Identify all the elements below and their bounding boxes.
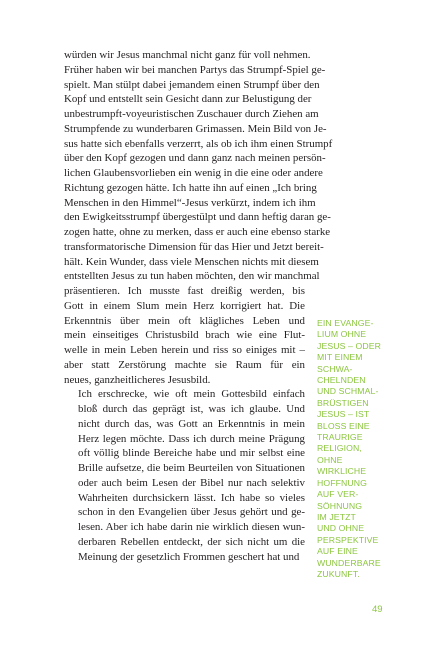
- pull-quote-line: BLOSS EINE: [317, 420, 370, 431]
- text-line: über den Kopf gezogen und dann ganz nach meinen persön-: [64, 152, 326, 165]
- text-line: Ich erschrecke, wie oft mein Gottesbild einfach: [78, 388, 305, 401]
- pull-quote-line: CHELNDEN: [317, 375, 366, 386]
- pull-quote-line: EIN EVANGE-: [317, 318, 374, 328]
- text-line: sus hatte sich ebenfalls verzerrt, als ob ich ihm einen Strumpf: [64, 137, 333, 150]
- text-line: entstellten Jesus zu tun haben möchten, den wir manchmal: [64, 270, 320, 283]
- text-line: oder auch beim Lesen der Bibel nur nach selektiv: [78, 476, 305, 489]
- pull-quote-line: LIUM OHNE: [317, 329, 367, 340]
- paragraph-2: [64, 387, 305, 564]
- text-line: derbaren Rebellen entdeckt, der sich nicht um die: [78, 535, 305, 548]
- pull-quote-line: PERSPEKTIVE: [317, 534, 379, 545]
- text-line: bloß durch das geprägt ist, was ich glaube. Und: [78, 403, 305, 415]
- text-line: Richtung gezogen hätte. Ich hatte ihn auf einen „Ich bring: [64, 181, 317, 194]
- text-line: Wahrheiten durchsickern lässt. Ich habe so vieles: [78, 491, 305, 504]
- pull-quote-line: SÖHNUNG: [317, 500, 363, 511]
- text-line: Früher haben wir bei manchen Partys das Strumpf-Spiel ge-: [64, 63, 326, 76]
- text-line: lichen Glaubensvorlieben ein wenig in die eine oder andere: [64, 167, 323, 179]
- text-line: aber statt Zerstörung machte sie Raum für ein: [64, 358, 305, 371]
- pull-quote-line: HOFFNUNG: [317, 477, 368, 488]
- text-line: unbestrumpft-voyeuristischen Zuschauer durch Ziehen am: [64, 108, 319, 120]
- pull-quote-line: JESUS – ODER: [317, 340, 381, 351]
- pull-quote-line: OHNE: [317, 454, 343, 465]
- text-line: lesen. Aber ich habe darin nie wirklich diesen wun-: [78, 521, 305, 533]
- pull-quote-line: UND OHNE: [317, 523, 365, 534]
- text-line: schon in den Evangelien über Jesus gehört und ge-: [78, 506, 305, 519]
- pull-quote-line: SCHWA-: [317, 363, 353, 374]
- page-number: 49: [372, 604, 383, 615]
- pull-quote-line: MIT EINEM: [317, 352, 363, 363]
- pull-quote-line: IM JETZT: [317, 511, 356, 522]
- text-line: Meinung der gesetzlich Frommen geschert hat und: [78, 550, 300, 563]
- pull-quote-line: BRÜSTIGEN: [317, 397, 369, 408]
- pull-quote-line: TRAURIGE: [317, 432, 363, 443]
- pull-quote-line: WUNDERBARE: [317, 557, 381, 568]
- pull-quote-line: AUF EINE: [317, 546, 358, 557]
- text-line: spielt. Man stülpt dabei jemandem einen Strumpf über den: [64, 78, 320, 91]
- pull-quote: [317, 318, 393, 580]
- text-line: präsentieren. Ich musste fast dreißig werden, bis: [64, 285, 305, 297]
- text-line: oft völlig blinde Bereiche habe und mir selbst eine: [78, 447, 305, 460]
- text-line: zogen hatte, ohne zu merken, dass er auch eine ebenso starke: [64, 226, 331, 238]
- text-line: welle in mein Leben herein und riss so einiges mit –: [64, 344, 305, 356]
- pull-quote-line: UND SCHMAL-: [317, 386, 379, 397]
- body-text: [64, 48, 333, 564]
- text-line: Brille aufsetze, die beim Beurteilen von Situationen: [78, 462, 305, 474]
- text-line: Herz legen möchte. Dass ich durch meine Prägung: [78, 432, 305, 445]
- text-line: neues, ganzheitlicheres Jesusbild.: [64, 373, 211, 386]
- text-line: transformatorische Dimension für das Hier und Jetzt bereit-: [64, 240, 324, 253]
- text-line: Erkenntnis über mein oft klägliches Leben und: [64, 314, 305, 327]
- text-line: nicht durch das, was Gott an Erkenntnis in mein: [78, 417, 305, 430]
- text-line: Menschen in den Himmel“-Jesus verkürzt, indem ich ihm: [64, 196, 316, 209]
- pull-quote-line: WIRKLICHE: [317, 466, 367, 477]
- text-line: hält. Kein Wunder, dass viele Menschen nichts mit diesem: [64, 255, 319, 268]
- text-line: Kopf und entstellt sein Gesicht dann zur Belustigung der: [64, 93, 312, 106]
- pull-quote-line: ZUKUNFT.: [317, 568, 360, 579]
- pull-quote-line: RELIGION,: [317, 443, 362, 454]
- text-line: den Ewigkeitsstrumpf übergestülpt und dann heftig daran ge-: [64, 211, 331, 224]
- pull-quote-line: AUF VER-: [317, 489, 359, 500]
- text-line: mein einseitiges Christusbild brach wie eine Flut-: [64, 329, 305, 342]
- pull-quote-line: JESUS – IST: [317, 409, 370, 420]
- text-line: Strumpfende zu wunderbaren Grimassen. Mein Bild von Je-: [64, 122, 327, 135]
- text-line: Gott in einem Slum mein Herz korrigiert hat. Die: [64, 299, 305, 312]
- text-line: würden wir Jesus manchmal nicht ganz für voll nehmen.: [64, 49, 311, 61]
- paragraph-1: [64, 48, 333, 387]
